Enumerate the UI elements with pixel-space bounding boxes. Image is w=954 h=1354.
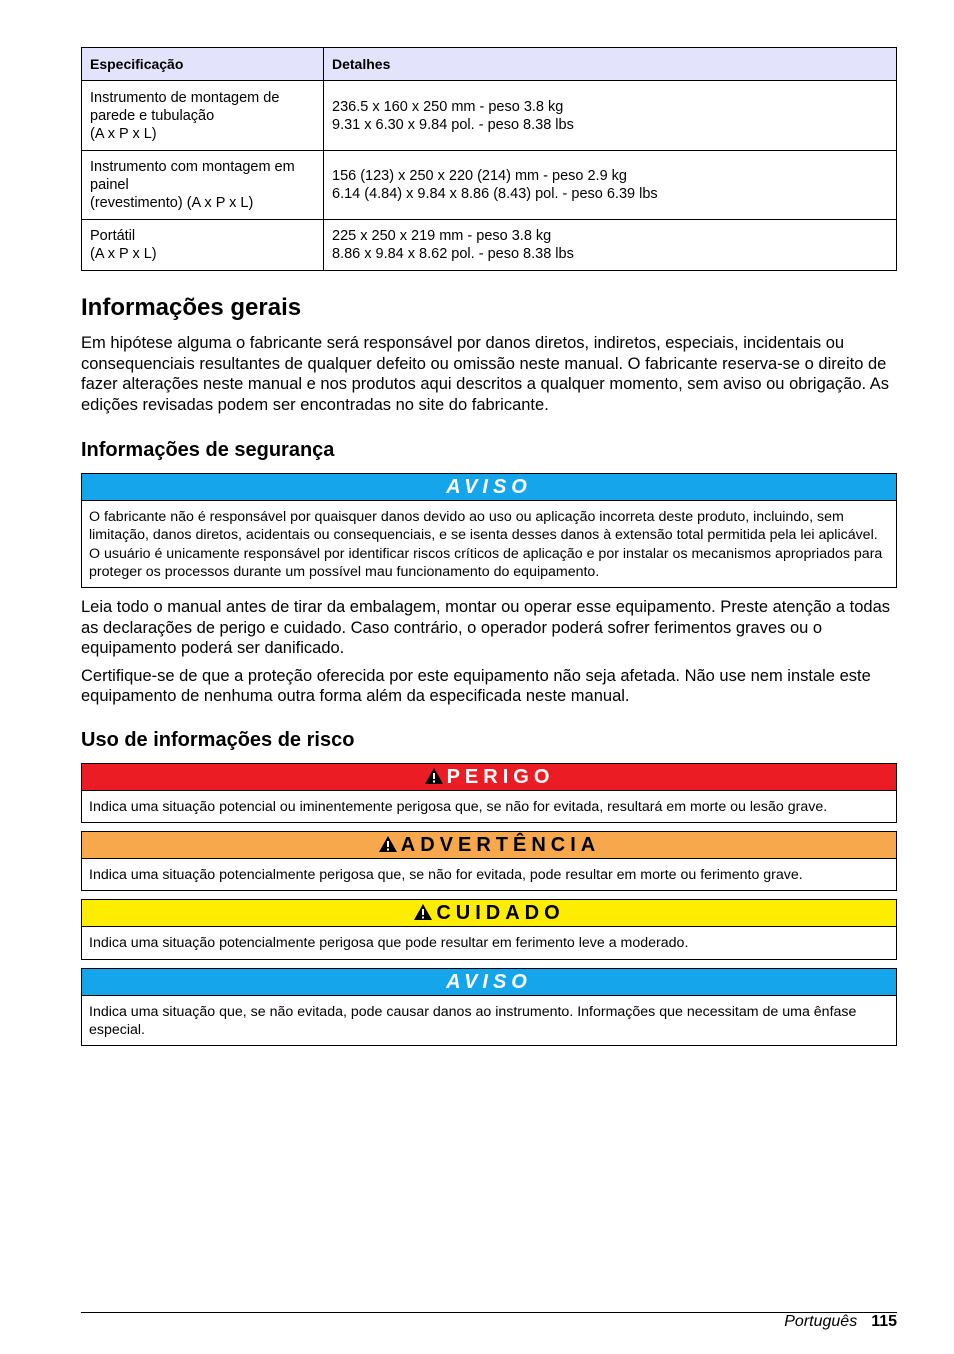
notice-label: AVISO [82, 474, 896, 501]
caution-label: CUIDADO [436, 902, 565, 925]
notice-box [81, 473, 897, 588]
caution-text: Indica uma situação potencialmente perigosa que pode resultar em ferimento leve a moderado. [89, 935, 689, 952]
notice-text-2: Indica uma situação que, se não evitada, pode causar danos ao instrumento. Informações que necessitam de uma ênfase especial. [89, 1003, 857, 1038]
footer-divider [81, 1312, 897, 1313]
section-title-hazard: Uso de informações de risco [81, 728, 355, 751]
notice-text: O fabricante não é responsável por quaisquer danos devido ao uso ou aplicação incorreta deste produto, incluindo, sem limitação, danos diretos, acidentais ou consequenciais, e se isenta desses danos à extensão total permitida pela lei aplicável. O usuário é unicamente responsável por identificar riscos críticos de aplicação e por instalar os mecanismos apropriados para proteger os processos durante um possível mau funcionamento do equipamento. [89, 509, 883, 580]
warning-label: ADVERTÊNCIA [400, 833, 601, 856]
section-title-safety: Informações de segurança [81, 439, 335, 461]
table-row [82, 220, 897, 271]
warning-box [81, 831, 897, 891]
caution-header [82, 900, 896, 927]
page-footer [784, 1311, 897, 1333]
details-cell: 225 x 250 x 219 mm - peso 3.8 kg 8.86 x 9.84 x 8.62 pol. - peso 8.38 lbs [324, 220, 897, 271]
section-title-general: Informações gerais [81, 294, 302, 321]
table-row [82, 81, 897, 151]
danger-header [82, 764, 896, 791]
warning-text: Indica uma situação potencialmente perigosa que, se não for evitada, pode resultar em morte ou ferimento grave. [89, 866, 803, 883]
warning-triangle-icon [378, 835, 398, 853]
page-content [81, 47, 897, 1046]
warning-header [82, 832, 896, 859]
details-cell: 236.5 x 160 x 250 mm - peso 3.8 kg 9.31 x 6.30 x 9.84 pol. - peso 8.38 lbs [324, 81, 897, 151]
specification-table [81, 47, 897, 271]
general-paragraph: Em hipótese alguma o fabricante será responsável por danos diretos, indiretos, especiais, incidentais ou consequenciais resultantes de qualquer defeito ou omissão neste manual. O fabricante reserva-se o direito de fazer alterações neste manual e nos produtos aqui descritos a qualquer momento, sem aviso ou obrigação. As edições revisadas podem ser encontradas no site do fabricante. [81, 334, 890, 414]
notice-box-2 [81, 968, 897, 1047]
table-row [82, 151, 897, 220]
spec-cell: Portátil (A x P x L) [82, 220, 324, 271]
spec-cell: Instrumento com montagem em painel (revestimento) (A x P x L) [82, 151, 324, 220]
header-details: Detalhes [324, 48, 897, 81]
table-header-row [82, 48, 897, 81]
danger-text: Indica uma situação potencial ou iminentemente perigosa que, se não for evitada, resultará em morte ou lesão grave. [89, 798, 828, 815]
warning-triangle-icon [424, 767, 444, 785]
footer-language: Português [784, 1313, 858, 1330]
header-spec: Especificação [82, 48, 324, 81]
spec-cell: Instrumento de montagem de parede e tubulação (A x P x L) [82, 81, 324, 151]
danger-label: PERIGO [446, 765, 555, 788]
warning-triangle-icon [413, 903, 433, 921]
page-number: 115 [871, 1313, 897, 1330]
notice-label-2: AVISO [82, 969, 896, 996]
danger-box [81, 763, 897, 823]
caution-box [81, 899, 897, 959]
safety-paragraph-1: Leia todo o manual antes de tirar da embalagem, montar ou operar esse equipamento. Preste atenção a todas as declarações de perigo e cuidado. Caso contrário, o operador poderá sofrer ferimentos graves ou o equipamento poderá ser danificado. [81, 598, 891, 658]
details-cell: 156 (123) x 250 x 220 (214) mm - peso 2.9 kg 6.14 (4.84) x 9.84 x 8.86 (8.43) pol. - peso 6.39 lbs [324, 151, 897, 220]
safety-paragraph-2: Certifique-se de que a proteção oferecida por este equipamento não seja afetada. Não use nem instale este equipamento de nenhuma outra forma além da especificada neste manual. [81, 666, 871, 706]
